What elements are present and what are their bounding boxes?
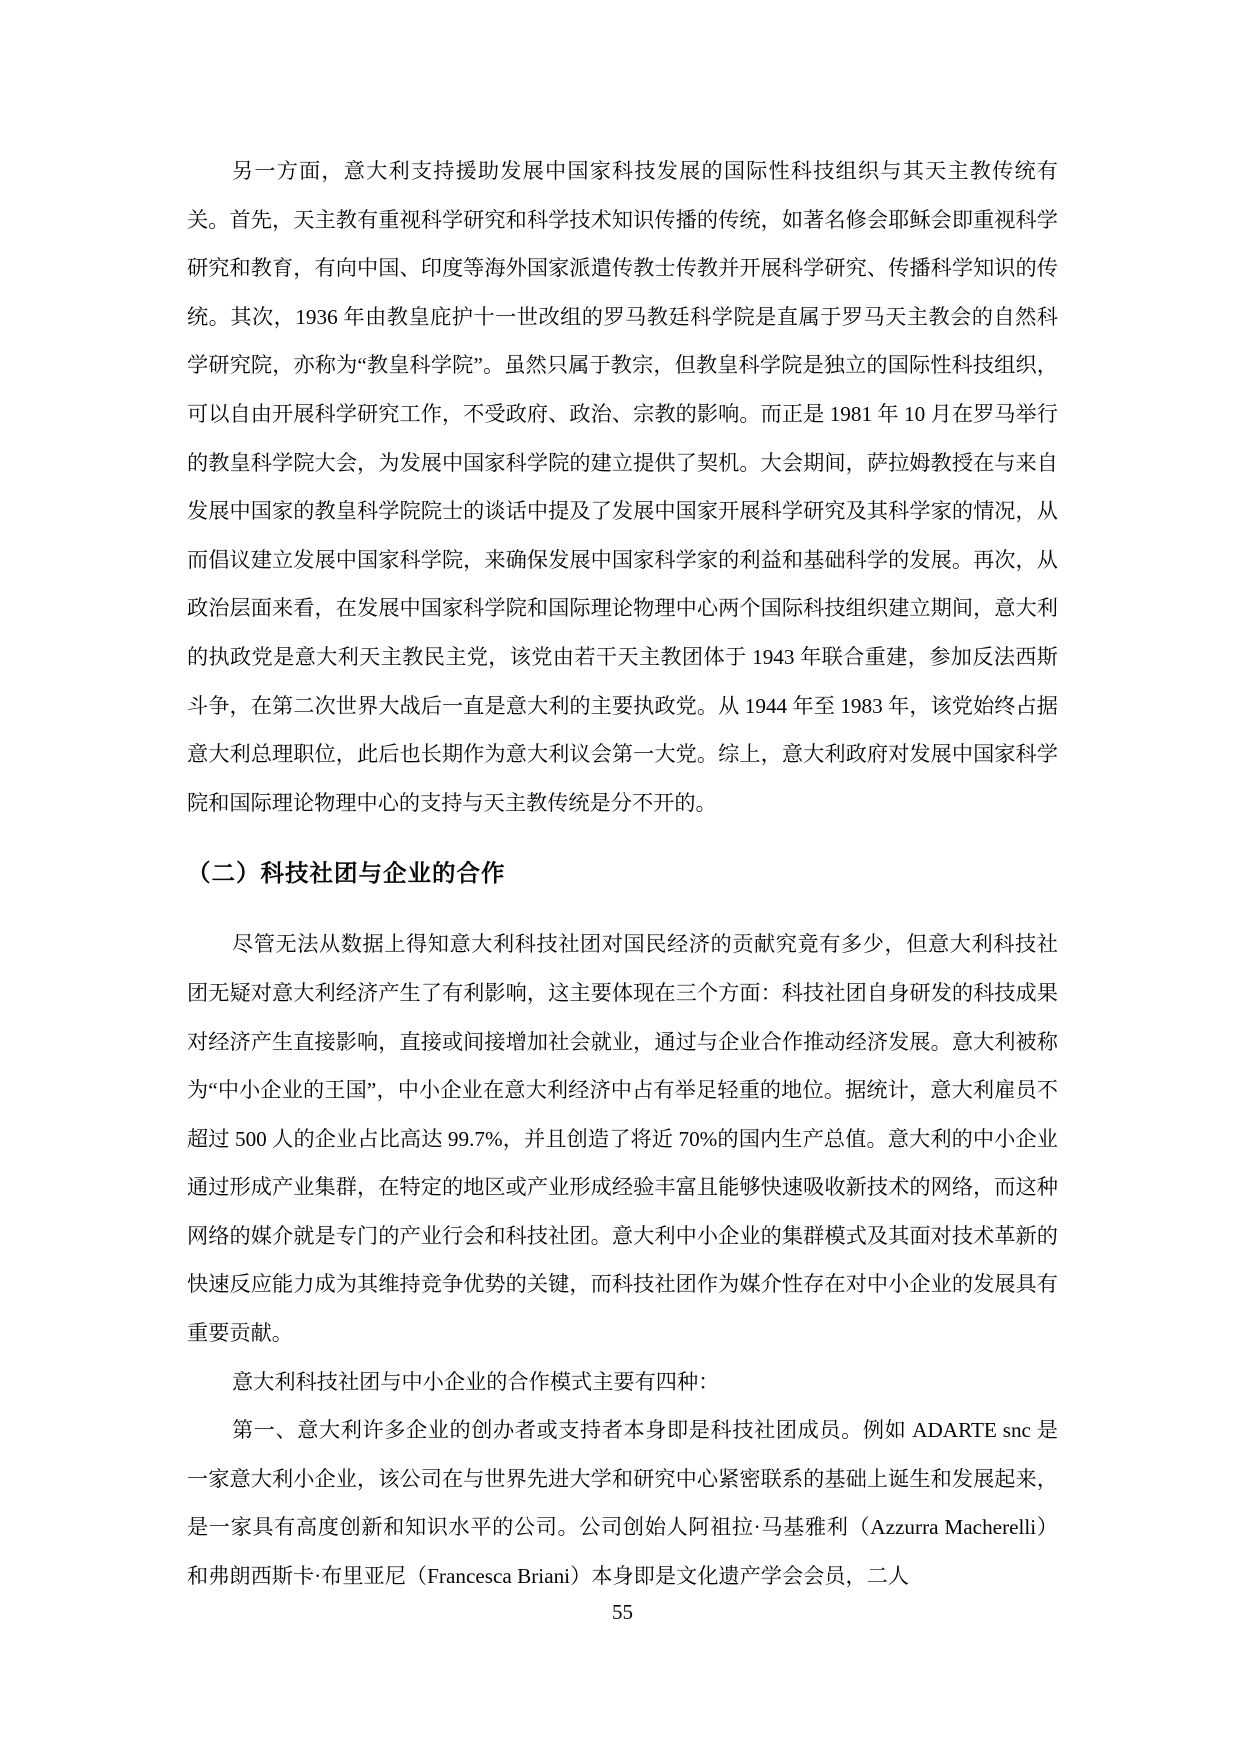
page-body [187,147,1058,1601]
paragraph-cooperation-modes-intro: 意大利科技社团与中小企业的合作模式主要有四种： [232,1369,720,1394]
paragraph-mode-one-example: 第一、意大利许多企业的创办者或支持者本身即是科技社团成员。例如 ADARTE snc 是一家意大利小企业，该公司在与世界先进大学和研究中心紧密联系的基础上诞生和发展起来，是一家具有高度创新和知识水平的公司。公司创始人阿祖拉·马基雅利（Azzurra Macherelli）和弗朗西斯卡·布里亚尼（Francesca Briani）本身即是文化遗产学会会员，二人 [187,1418,1058,1589]
paragraph-sme-contribution: 尽管无法从数据上得知意大利科技社团对国民经济的贡献究竟有多少，但意大利科技社团无疑对意大利经济产生了有利影响，这主要体现在三个方面：科技社团自身研发的科技成果对经济产生直接影响，直接或间接增加社会就业，通过与企业合作推动经济发展。意大利被称为“中小企业的王国”，中小企业在意大利经济中占有举足轻重的地位。据统计，意大利雇员不超过 500 人的企业占比高达 99.7%，并且创造了将近 70%的国内生产总值。意大利的中小企业通过形成产业集群，在特定的地区或产业形成经验丰富且能够快速吸收新技术的网络，而这种网络的媒介就是专门的产业行会和科技社团。意大利中小企业的集群模式及其面对技术革新的快速反应能力成为其维持竞争优势的关键，而科技社团作为媒介性存在对中小企业的发展具有重要贡献。 [187,932,1058,1346]
section-heading: （二）科技社团与企业的合作 [187,860,506,887]
paragraph-catholic-tradition: 另一方面，意大利支持援助发展中国家科技发展的国际性科技组织与其天主教传统有关。首先，天主教有重视科学研究和科学技术知识传播的传统，如著名修会耶稣会即重视科学研究和教育，有向中国、印度等海外国家派遣传教士传教并开展科学研究、传播科学知识的传统。其次，1936 年由教皇庇护十一世改组的罗马教廷科学院是直属于罗马天主教会的自然科学研究院，亦称为“教皇科学院”。虽然只属于教宗，但教皇科学院是独立的国际性科技组织，可以自由开展科学研究工作，不受政府、政治、宗教的影响。而正是 1981 年 10 月在罗马举行的教皇科学院大会，为发展中国家科学院的建立提供了契机。大会期间，萨拉姆教授在与来自发展中国家的教皇科学院院士的谈话中提及了发展中国家开展科学研究及其科学家的情况，从而倡议建立发展中国家科学院，来确保发展中国家科学家的利益和基础科学的发展。再次，从政治层面来看，在发展中国家科学院和国际理论物理中心两个国际科技组织建立期间，意大利的执政党是意大利天主教民主党，该党由若干天主教团体于 1943 年联合重建，参加反法西斯斗争，在第二次世界大战后一直是意大利的主要执政党。从 1944 年至 1983 年，该党始终占据意大利总理职位，此后也长期作为意大利议会第一大党。综上，意大利政府对发展中国家科学院和国际理论物理中心的支持与天主教传统是分不开的。 [187,159,1058,815]
page-number: 55 [612,1600,633,1624]
